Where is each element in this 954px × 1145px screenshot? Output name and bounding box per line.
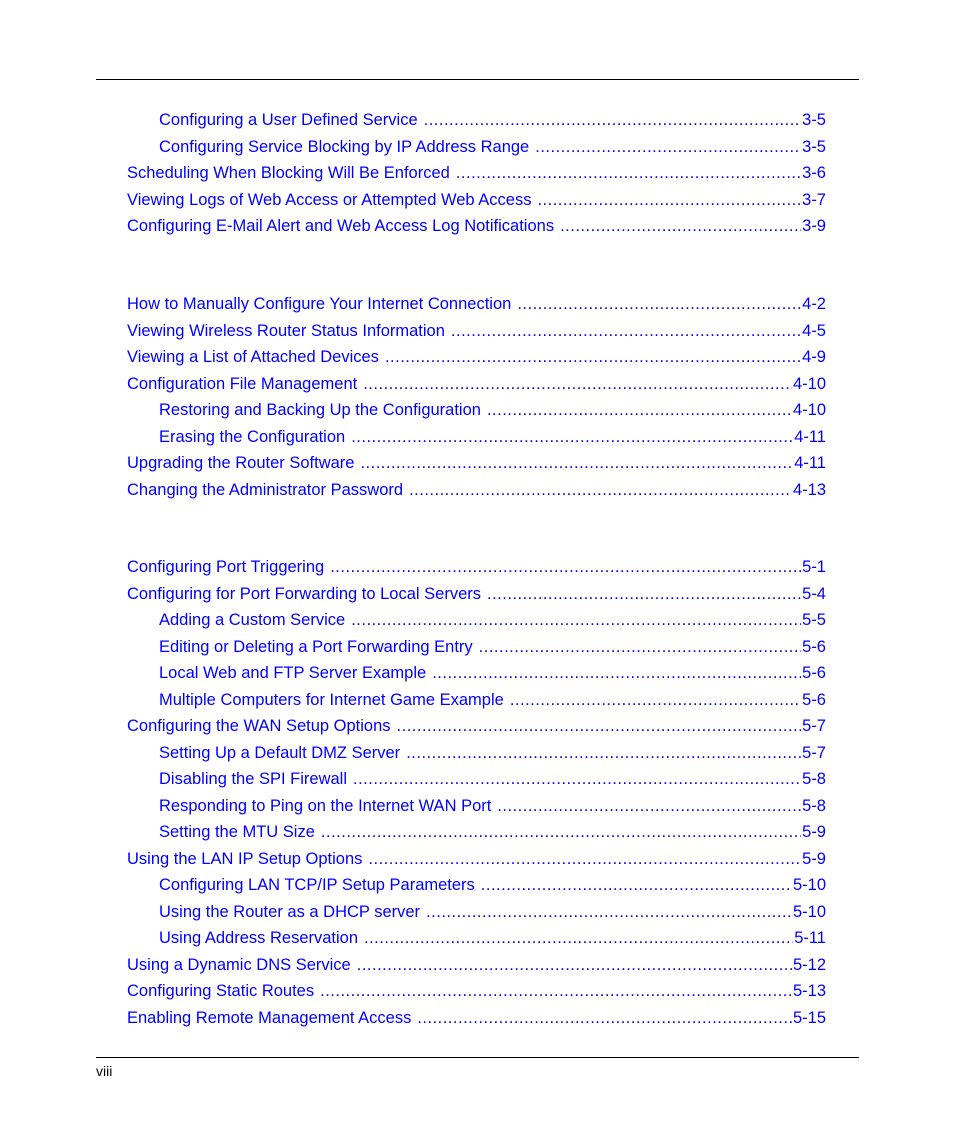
- toc-dot-leader: [510, 690, 801, 710]
- toc-entry[interactable]: [127, 975, 826, 1001]
- toc-entry-title: Viewing Wireless Router Status Information: [127, 321, 445, 340]
- toc-entry[interactable]: [127, 551, 826, 577]
- header-rule: [96, 79, 859, 80]
- toc-entry[interactable]: [127, 710, 826, 736]
- footer-rule: [96, 1057, 859, 1058]
- toc-entry-page: 4-13: [792, 480, 826, 499]
- toc-entry-title: Using the Router as a DHCP server: [159, 902, 421, 921]
- toc-dot-leader: [357, 955, 792, 975]
- toc-entry-page: 5-11: [794, 929, 826, 947]
- toc-entry-title: Setting Up a Default DMZ Server: [159, 743, 401, 762]
- toc-entry[interactable]: [127, 578, 826, 604]
- toc-entry[interactable]: [127, 184, 826, 210]
- toc-entry-page: 4-5: [802, 321, 826, 340]
- toc-entry-title: Changing the Administrator Password: [127, 480, 404, 499]
- toc-entry[interactable]: [159, 104, 826, 130]
- toc-entry-page: 3-7: [802, 190, 826, 209]
- toc-dot-leader: [537, 190, 801, 210]
- toc-entry-title: Multiple Computers for Internet Game Example: [159, 690, 504, 709]
- toc-entry-page: 5-10: [792, 902, 826, 921]
- toc-entry-title: Setting the MTU Size: [159, 823, 315, 841]
- toc-entry[interactable]: [159, 394, 826, 420]
- toc-dot-leader: [351, 427, 793, 447]
- toc-entry-title: Configuring E-Mail Alert and Web Access Log Notifications: [127, 217, 555, 235]
- toc-dot-leader: [417, 1008, 792, 1028]
- toc-entry-page: 3-5: [802, 137, 826, 156]
- toc-dot-leader: [385, 347, 801, 367]
- toc-entry-page: 5-1: [802, 558, 826, 576]
- toc-entry[interactable]: [127, 474, 826, 500]
- toc-entry-title: Configuring Port Triggering: [127, 558, 325, 576]
- toc-entry-title: Local Web and FTP Server Example: [159, 664, 427, 682]
- toc-dot-leader: [456, 163, 801, 183]
- toc-entry-title: Enabling Remote Management Access: [127, 1008, 412, 1027]
- toc-dot-leader: [364, 928, 793, 948]
- toc-entry-title: Configuring the WAN Setup Options: [127, 717, 391, 735]
- toc-entry-page: 5-9: [802, 823, 826, 841]
- toc-entry[interactable]: [159, 421, 826, 447]
- toc-entry-page: 4-11: [794, 454, 826, 472]
- toc-entry-page: 5-7: [802, 717, 826, 735]
- toc-entry[interactable]: [127, 1002, 826, 1028]
- toc-entry-page: 3-5: [802, 111, 826, 129]
- toc-entry-title: Editing or Deleting a Port Forwarding Entry: [159, 637, 473, 656]
- toc-entry[interactable]: [159, 896, 826, 922]
- toc-entry-page: 4-9: [802, 348, 826, 366]
- toc-entry-page: 5-6: [802, 637, 826, 656]
- toc-entry-page: 5-6: [802, 690, 826, 709]
- toc-entry[interactable]: [127, 949, 826, 975]
- toc-entry[interactable]: [127, 341, 826, 367]
- toc-entry[interactable]: [159, 604, 826, 630]
- toc-entry-page: 4-10: [792, 401, 826, 419]
- toc-entry[interactable]: [127, 288, 826, 314]
- toc-entry-title: How to Manually Configure Your Internet Connection: [127, 295, 512, 313]
- toc-dot-leader: [424, 110, 802, 130]
- toc-entry-title: Restoring and Backing Up the Configuration: [159, 401, 481, 419]
- toc-entry-title: Configuring for Port Forwarding to Local Servers: [127, 584, 481, 603]
- toc-entry-title: Configuring LAN TCP/IP Setup Parameters: [159, 876, 475, 894]
- toc-entry-page: 5-4: [802, 584, 826, 603]
- toc-entry-page: 5-15: [792, 1008, 826, 1027]
- toc-dot-leader: [560, 216, 801, 236]
- toc-dot-leader: [479, 637, 801, 657]
- toc-dot-leader: [432, 663, 801, 683]
- toc-entry-page: 5-8: [802, 796, 826, 815]
- toc-entry-title: Using Address Reservation: [159, 929, 359, 947]
- toc-entry-title: Adding a Custom Service: [159, 611, 346, 629]
- toc-entry-page: 4-11: [794, 427, 826, 446]
- toc-dot-leader: [451, 321, 801, 341]
- toc-dot-leader: [351, 610, 801, 630]
- toc-entry[interactable]: [127, 447, 826, 473]
- toc-entry[interactable]: [159, 790, 826, 816]
- toc-dot-leader: [481, 875, 792, 895]
- toc-entry-page: 4-2: [802, 295, 826, 313]
- toc-dot-leader: [363, 374, 792, 394]
- toc-entry[interactable]: [127, 368, 826, 394]
- toc-entry-page: 5-8: [802, 770, 826, 788]
- toc-dot-leader: [397, 716, 802, 736]
- toc-dot-leader: [320, 981, 792, 1001]
- toc-entry-page: 5-13: [792, 982, 826, 1000]
- toc-entry-page: 3-9: [802, 217, 826, 235]
- toc-entry[interactable]: [159, 763, 826, 789]
- toc-entry-title: Erasing the Configuration: [159, 427, 346, 446]
- toc-entry-title: Configuring Service Blocking by IP Address Range: [159, 137, 530, 156]
- toc-entry-page: 5-12: [792, 955, 826, 974]
- toc-entry-title: Configuring Static Routes: [127, 982, 315, 1000]
- toc-dot-leader: [360, 453, 793, 473]
- toc-entry-page: 5-9: [802, 849, 826, 868]
- toc-entry[interactable]: [127, 843, 826, 869]
- toc-dot-leader: [406, 743, 801, 763]
- toc-entry-title: Using the LAN IP Setup Options: [127, 849, 363, 868]
- toc-entry[interactable]: [159, 631, 826, 657]
- toc-entry[interactable]: [127, 157, 826, 183]
- toc-dot-leader: [353, 769, 801, 789]
- toc-dot-leader: [426, 902, 792, 922]
- toc-entry-page: 5-10: [792, 876, 826, 894]
- toc-entry-title: Configuring a User Defined Service: [159, 111, 418, 129]
- toc-entry-title: Scheduling When Blocking Will Be Enforced: [127, 164, 450, 182]
- toc-entry-title: Using a Dynamic DNS Service: [127, 955, 351, 974]
- toc-entry[interactable]: [127, 210, 826, 236]
- toc-dot-leader: [517, 294, 801, 314]
- toc-dot-leader: [535, 137, 801, 157]
- toc-entry[interactable]: [127, 315, 826, 341]
- toc-entry[interactable]: [159, 816, 826, 842]
- toc-entry[interactable]: [159, 869, 826, 895]
- toc-dot-leader: [409, 480, 792, 500]
- toc-dot-leader: [497, 796, 801, 816]
- toc-entry-page: 5-6: [802, 664, 826, 682]
- toc-entry-page: 5-7: [802, 743, 826, 762]
- toc-entry-title: Upgrading the Router Software: [127, 454, 355, 472]
- toc-entry-page: 4-10: [792, 374, 826, 393]
- toc-entry[interactable]: [159, 737, 826, 763]
- toc-entry-title: Viewing a List of Attached Devices: [127, 348, 379, 366]
- toc-dot-leader: [487, 400, 792, 420]
- toc-entry[interactable]: [159, 657, 826, 683]
- toc-entry-page: 5-5: [802, 611, 826, 629]
- toc-dot-leader: [330, 557, 801, 577]
- page-number: viii: [96, 1063, 113, 1079]
- toc-entry[interactable]: [159, 131, 826, 157]
- toc-entry[interactable]: [159, 922, 826, 948]
- toc-entry-title: Configuration File Management: [127, 374, 358, 393]
- toc-entry-title: Disabling the SPI Firewall: [159, 770, 347, 788]
- toc-dot-leader: [321, 822, 801, 842]
- toc-entry-title: Viewing Logs of Web Access or Attempted Web Access: [127, 190, 532, 209]
- toc-entry-title: Responding to Ping on the Internet WAN Port: [159, 796, 492, 815]
- toc-entry-page: 3-6: [802, 164, 826, 182]
- toc-dot-leader: [487, 584, 801, 604]
- toc-entry[interactable]: [159, 684, 826, 710]
- toc-dot-leader: [368, 849, 801, 869]
